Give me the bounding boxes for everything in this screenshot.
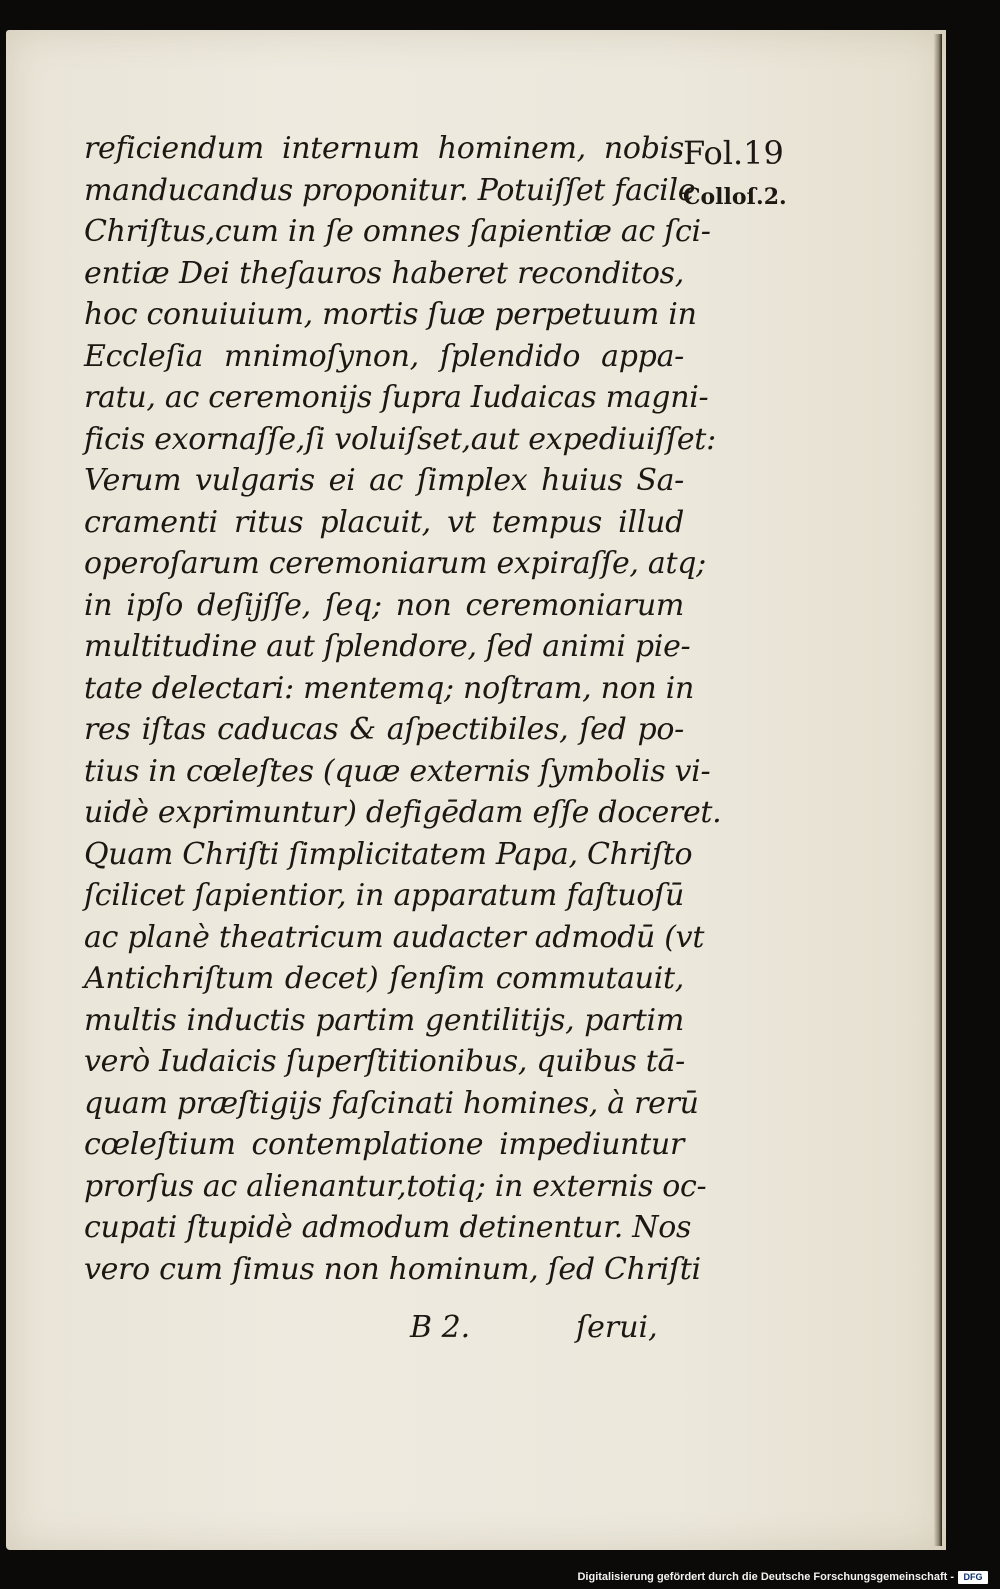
digitization-credit: [577, 1569, 988, 1585]
text-line: reficiendum internum hominem, nobis: [84, 131, 684, 166]
text-line: quam præſtigijs faſcinati homines, à rerū: [84, 1085, 699, 1121]
text-line: Verum vulgaris ei ac ſimplex huius Sa-: [84, 463, 684, 498]
page-edge: [934, 34, 942, 1546]
text-line: entiæ Dei theſauros haberet reconditos,: [84, 255, 684, 291]
text-line: cramenti ritus placuit, vt tempus illud: [84, 504, 684, 540]
text-line: multitudine aut ſplendore, ſed animi pie-: [84, 629, 691, 664]
text-line: in ipſo deſijſſe, ſeq; non ceremoniarum: [84, 587, 684, 623]
folio-note: Fol.19: [683, 134, 784, 172]
text-line: Chriſtus,cum in ſe omnes ſapientiæ ac ſci-: [84, 214, 711, 249]
colloquium-note: Colloſ.2.: [683, 184, 787, 210]
text-line: Quam Chriſti ſimplicitatem Papa, Chriſto: [84, 836, 693, 872]
text-line: cupati ſtupidè admodum detinentur. Nos: [84, 1210, 692, 1245]
body-text: [84, 128, 722, 1290]
text-line: uidè exprimuntur) defigēdam eſſe doceret.: [84, 795, 722, 830]
dfg-logo: DFG: [958, 1571, 988, 1584]
text-line: multis inductis partim gentilitijs, partim: [84, 1002, 684, 1038]
text-line: ficis exornaſſe,ſi voluiſset,aut expediuiſſet:: [84, 421, 716, 457]
text-line: tius in cœleſtes (quæ externis ſymbolis vi-: [84, 753, 711, 789]
text-line: verò Iudaicis ſuperſtitionibus, quibus tā-: [84, 1044, 685, 1079]
signature-mark: B 2.: [410, 1310, 471, 1345]
text-line: ſcilicet ſapientior, in apparatum faſtuoſū: [84, 878, 684, 913]
text-line: cœleſtium contemplatione impediuntur: [84, 1127, 684, 1162]
text-line: res iſtas caducas & aſpectibiles, ſed po-: [84, 712, 684, 747]
text-line: Antichriſtum decet) ſenſim commutauit,: [84, 961, 684, 996]
text-line: ratu, ac ceremonijs ſupra Iudaicas magni-: [84, 380, 709, 415]
text-line: manducandus proponitur. Potuiſſet facile: [84, 172, 696, 208]
text-line: prorſus ac alienantur,totiq; in externis oc-: [84, 1168, 707, 1204]
text-line: hoc conuiuium, mortis ſuæ perpetuum in: [84, 297, 697, 332]
text-line: vero cum ſimus non hominum, ſed Chriſti: [84, 1251, 701, 1287]
credit-text: Digitalisierung gefördert durch die Deutsche Forschungsgemeinschaft -: [577, 1571, 954, 1583]
text-line: ac planè theatricum audacter admodū (vt: [84, 919, 705, 955]
text-line: operoſarum ceremoniarum expiraſſe, atq;: [84, 546, 706, 581]
text-line: tate delectari: mentemq; noſtram, non in: [84, 670, 694, 706]
catchword: ſerui,: [576, 1310, 658, 1345]
text-line: Eccleſia mnimoſynon, ſplendido appa-: [84, 338, 684, 374]
